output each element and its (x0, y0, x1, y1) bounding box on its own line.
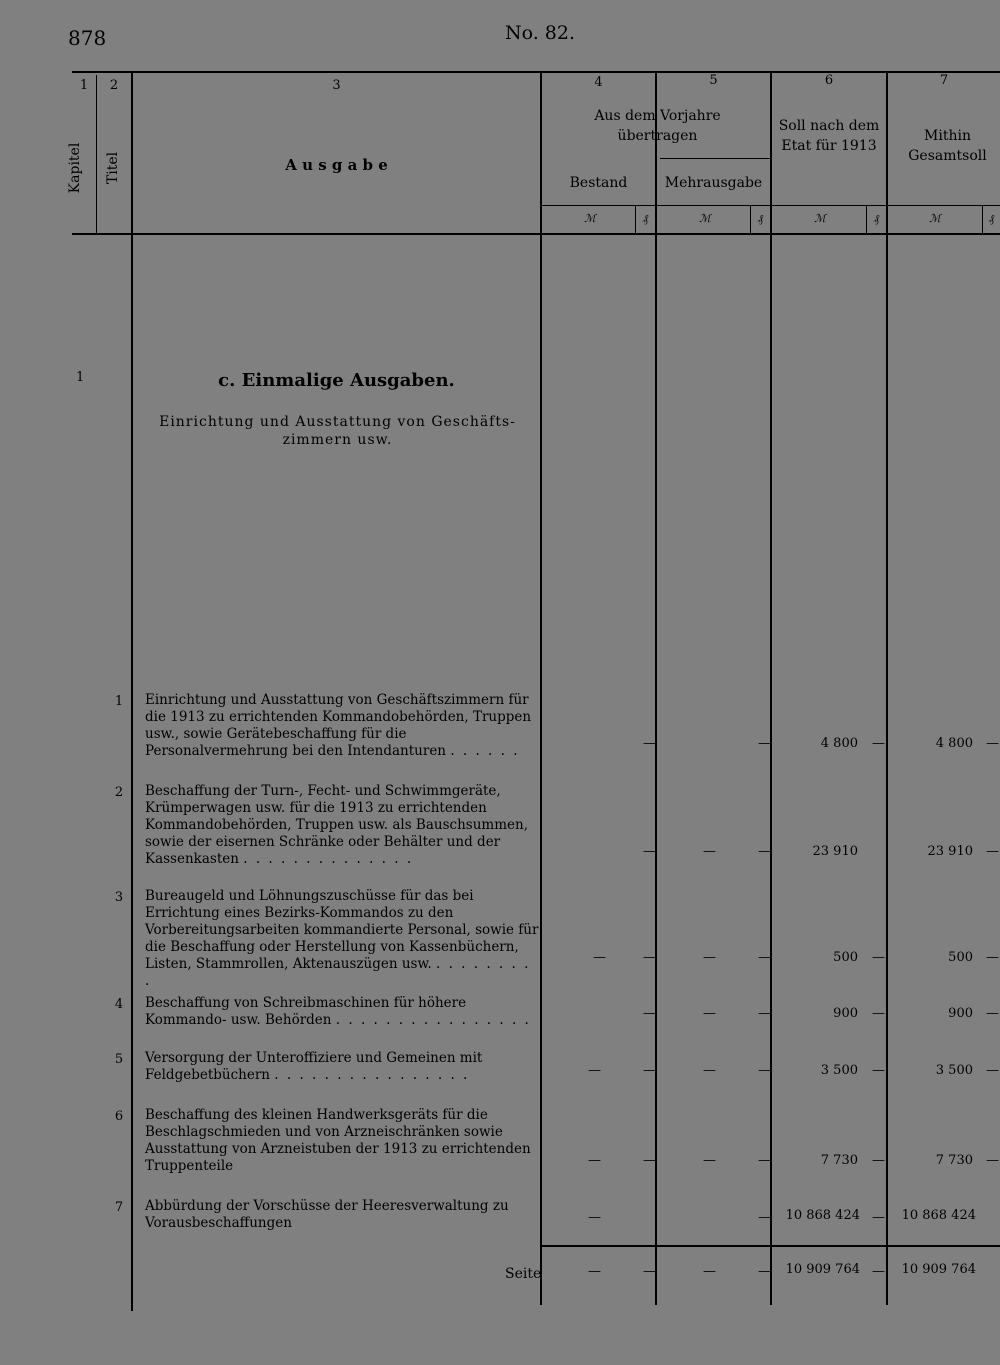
row-2-gesamt: 23 910 (927, 844, 973, 859)
unit-pf-7: ₰ (988, 212, 995, 225)
section-subtitle: Einrichtung und Ausstattung von Geschäfts-zimmern usw. (159, 414, 516, 448)
col-num-3: 3 (332, 78, 341, 93)
row-4-mehr-pf: — (758, 1006, 771, 1021)
row-3-soll-pf: — (872, 950, 885, 965)
row-3-bestand: — (593, 950, 606, 965)
row-7-soll-pf: — (872, 1210, 885, 1225)
row-6-bestand: — (588, 1153, 601, 1168)
unit-rule (540, 205, 1000, 206)
total-label: Seite (505, 1266, 542, 1282)
row-7-titel: 7 (114, 1200, 124, 1215)
unit-pf-4: ₰ (642, 212, 649, 225)
total-bestand-pf: — (643, 1264, 656, 1279)
row-6-gesamt-pf: — (986, 1153, 999, 1168)
row-3-bestand-pf: — (643, 950, 656, 965)
row-7-text: Abbürdung der Vorschüsse der Heeresverwaltung zu Vorausbeschaffungen (145, 1198, 509, 1231)
unit-mark-4: ℳ (584, 212, 596, 225)
total-mehr: — (703, 1264, 716, 1279)
row-2-gesamt-pf: — (986, 844, 999, 859)
col-2-3-divider (131, 71, 133, 1311)
col-4-5-divider (655, 71, 657, 1305)
row-2-mehr: — (703, 844, 716, 859)
col-num-6: 6 (824, 73, 834, 88)
row-3-gesamt-pf: — (986, 950, 999, 965)
col-num-2: 2 (109, 78, 119, 93)
unit-pf-5: ₰ (757, 212, 764, 225)
row-5-titel: 5 (114, 1052, 124, 1067)
row-6-mehr: — (703, 1153, 716, 1168)
col-3-4-divider (540, 71, 542, 1305)
header-bottom-rule (72, 233, 1000, 235)
row-1-soll: 4 800 (820, 736, 858, 751)
unit-pf-6: ₰ (873, 212, 880, 225)
row-6-gesamt: 7 730 (935, 1153, 973, 1168)
row-1-mehr: — (758, 736, 771, 751)
col-6-7-divider (886, 71, 888, 1305)
total-mehr-pf: — (758, 1264, 771, 1279)
row-2-mehr-pf: — (758, 844, 771, 859)
row-3-titel: 3 (114, 890, 124, 905)
total-soll: 10 909 764 (785, 1262, 860, 1277)
row-5-bestand: — (588, 1063, 601, 1078)
row-6-soll: 7 730 (820, 1153, 858, 1168)
vorjahre-header: Aus dem Vorjahre übertragen (594, 108, 721, 144)
mehrausgabe-header: Mehrausgabe (664, 175, 763, 191)
row-3-text: Bureaugeld und Löhnungszuschüsse für das bei Errichtung eines Bezirks-Kommandos zu den Vorbereitungsarbeiten kommandierte Personal, sowie für die Beschaffung oder Herstellung von Kassenbüchern, Listen, Stammrollen, Aktenauszügen usw. . . . . . . . . . (145, 888, 539, 989)
row-4-titel: 4 (114, 997, 124, 1012)
row-5-soll: 3 500 (820, 1063, 858, 1078)
row-7-mehr: — (758, 1210, 771, 1225)
row-4-mehr: — (703, 1006, 716, 1021)
gesamtsoll-header: Mithin Gesamtsoll (908, 128, 987, 164)
row-4-bestand: — (643, 1006, 656, 1021)
row-5-gesamt-pf: — (986, 1063, 999, 1078)
row-4-soll-pf: — (872, 1006, 885, 1021)
row-4-text: Beschaffung von Schreibmaschinen für höhere Kommando- usw. Behörden . . . . . . . . . . . . . . . . (145, 995, 531, 1028)
col-num-4: 4 (594, 75, 603, 90)
row-1-gesamt-pf: — (986, 736, 999, 751)
kapitel-header: Kapitel (67, 142, 83, 194)
row-1-gesamt: 4 800 (935, 736, 973, 751)
row-1-text: Einrichtung und Ausstattung von Geschäftszimmern für die 1913 zu errichtenden Kommandobehörden, Truppen usw., sowie Gerätebeschaffung für die Personalvermehrung bei den Intendanturen . . . . . . (145, 692, 532, 759)
total-gesamt: 10 909 764 (901, 1262, 976, 1277)
titel-header: Titel (105, 151, 121, 185)
col-num-1: 1 (79, 78, 89, 93)
row-5-bestand-pf: — (643, 1063, 656, 1078)
row-3-gesamt: 500 (948, 950, 973, 965)
section-kapitel-number: 1 (76, 370, 85, 385)
unit-mark-7: ℳ (929, 212, 941, 225)
total-bestand: — (588, 1264, 601, 1279)
row-3-mehr: — (703, 950, 716, 965)
total-rule (540, 1245, 1000, 1247)
bestand-header: Bestand (569, 175, 628, 191)
row-5-mehr-pf: — (758, 1063, 771, 1078)
row-5-mehr: — (703, 1063, 716, 1078)
row-6-text: Beschaffung des kleinen Handwerksgeräts für die Beschlagschmieden und von Arzneischränken sowie Ausstattung von Arzneistuben der 1913 zu errichtenden Truppenteile (145, 1107, 531, 1174)
row-7-bestand: — (588, 1210, 601, 1225)
row-5-text: Versorgung der Unteroffiziere und Gemeinen mit Feldgebetbüchern . . . . . . . . . . . . . . . . (145, 1050, 483, 1083)
total-soll-pf: — (872, 1264, 885, 1279)
row-2-titel: 2 (114, 785, 124, 800)
document-number: No. 82. (505, 22, 576, 44)
col-5-6-divider (770, 71, 772, 1305)
row-6-bestand-pf: — (643, 1153, 656, 1168)
row-2-soll: 23 910 (812, 844, 858, 859)
col-1-2-divider (96, 75, 97, 233)
row-4-gesamt: 900 (948, 1006, 973, 1021)
row-2-bestand: — (643, 844, 656, 859)
row-6-mehr-pf: — (758, 1153, 771, 1168)
row-7-soll: 10 868 424 (785, 1208, 860, 1223)
row-4-gesamt-pf: — (986, 1006, 999, 1021)
row-1-titel: 1 (114, 694, 124, 709)
section-title: c. Einmalige Ausgaben. (218, 370, 455, 391)
ausgabe-header: A u s g a b e (285, 156, 388, 174)
row-3-mehr-pf: — (758, 950, 771, 965)
row-5-soll-pf: — (872, 1063, 885, 1078)
group-45-rule (660, 158, 770, 159)
page-number: 878 (68, 26, 107, 50)
col-num-5: 5 (709, 73, 718, 88)
row-6-titel: 6 (114, 1109, 124, 1124)
col-num-7: 7 (939, 73, 949, 88)
row-7-gesamt: 10 868 424 (901, 1208, 976, 1223)
unit-mark-5: ℳ (699, 212, 711, 225)
row-4-soll: 900 (833, 1006, 858, 1021)
row-1-soll-pf: — (872, 736, 885, 751)
row-5-gesamt: 3 500 (935, 1063, 973, 1078)
row-3-soll: 500 (833, 950, 858, 965)
soll-header: Soll nach dem Etat für 1913 (778, 118, 880, 154)
unit-mark-6: ℳ (814, 212, 826, 225)
row-2-text: Beschaffung der Turn-, Fecht- und Schwimmgeräte, Krümperwagen usw. für die 1913 zu errichtenden Kommandobehörden, Truppen usw. als Bauschsummen, sowie der eisernen Schränke oder Behälter und der Kassenkasten . . . . . . . . . . . . . . (145, 783, 528, 867)
row-6-soll-pf: — (872, 1153, 885, 1168)
row-1-bestand: — (643, 736, 656, 751)
